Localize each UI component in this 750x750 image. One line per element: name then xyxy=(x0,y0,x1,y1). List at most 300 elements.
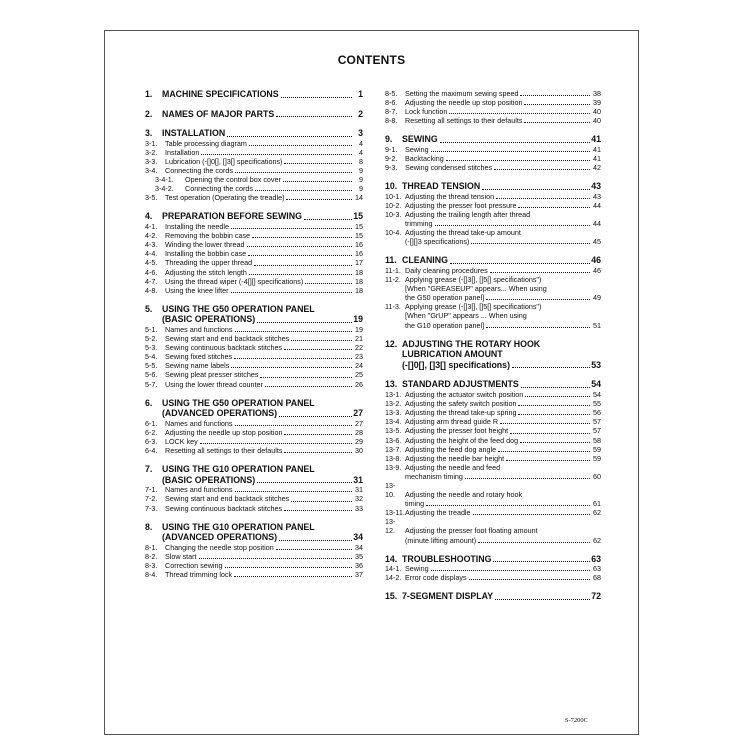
toc-entry-number: 4-7. xyxy=(145,276,158,286)
toc-page-number: 54 xyxy=(591,379,601,390)
toc-entry-title: Sewing continuous backtack stitches xyxy=(165,343,283,353)
toc-page-number: 28 xyxy=(355,427,363,437)
dot-leader xyxy=(284,452,352,453)
toc-page-number: 22 xyxy=(355,343,363,353)
toc-entry xyxy=(145,166,363,175)
dot-leader xyxy=(231,367,352,368)
toc-entry-title: CLEANING xyxy=(402,255,448,266)
toc-entry-number: 6-2. xyxy=(145,427,158,437)
toc-page-number: 44 xyxy=(593,200,601,210)
toc-entry-number: 9-3. xyxy=(385,163,398,173)
dot-leader xyxy=(471,243,590,244)
toc-entry-title: Adjusting the actuator switch position xyxy=(405,390,524,400)
dot-leader xyxy=(200,443,352,444)
toc-entry-title: timing xyxy=(405,499,425,509)
toc-entry xyxy=(385,517,601,544)
toc-entry-title: Resetting all settings to their defaults xyxy=(405,116,523,126)
toc-entry xyxy=(145,231,363,240)
toc-entry-title: Error code displays xyxy=(405,573,467,583)
dot-leader xyxy=(284,349,352,350)
toc-entry-title: [When "GrUP" appears ... When using xyxy=(405,311,527,321)
toc-entry-title: Sewing start and end backtack stitches xyxy=(165,334,290,344)
toc-entry-number: 4-6. xyxy=(145,267,158,277)
dot-leader xyxy=(465,478,590,479)
toc-entry-title: (-[]0[], []3[] specifications) xyxy=(402,359,511,370)
dot-leader xyxy=(286,199,352,200)
toc-entry-title: Names and functions xyxy=(165,324,233,334)
dot-leader xyxy=(231,228,352,229)
toc-entry xyxy=(145,485,363,494)
toc-section xyxy=(145,522,363,543)
toc-section xyxy=(145,211,363,222)
toc-entry-number: 13-7. xyxy=(385,444,402,454)
toc-entry-number: 13-9. xyxy=(385,462,402,472)
toc-entry-number: 8-4. xyxy=(145,570,158,580)
toc-entry xyxy=(385,573,601,582)
toc-page-number: 46 xyxy=(591,255,601,266)
toc-entry-title: Names and functions xyxy=(165,485,233,495)
toc-entry-title: Lubrication (-[]0[], []3[] specifications) xyxy=(165,156,283,166)
dot-leader xyxy=(446,160,590,161)
toc-page-number: 27 xyxy=(355,418,363,428)
toc-entry-number: 13-6. xyxy=(385,435,402,445)
dot-leader xyxy=(431,570,590,571)
toc-entry-number: 4-2. xyxy=(145,231,158,241)
toc-entry-number: 8-5. xyxy=(385,89,398,98)
toc-entry-number: 3. xyxy=(145,128,153,139)
toc-entry xyxy=(385,445,601,454)
toc-page-number: 60 xyxy=(593,471,601,481)
toc-entry xyxy=(145,552,363,561)
toc-entry xyxy=(145,268,363,277)
toc-entry-title: Adjusting the needle bar height xyxy=(405,453,505,463)
toc-entry-number: 5-1. xyxy=(145,324,158,334)
toc-entry xyxy=(145,352,363,361)
toc-section xyxy=(385,134,601,145)
toc-entry-number: 10-3. xyxy=(385,210,402,220)
toc-entry-title: Adjusting the needle and rotary hook xyxy=(405,490,523,500)
toc-entry-title: Applying grease (-[]3[], []5[] specifications") xyxy=(405,302,542,312)
toc-entry xyxy=(385,508,601,517)
toc-entry-title: THREAD TENSION xyxy=(402,181,481,192)
dot-leader xyxy=(265,386,352,387)
toc-page-number: 18 xyxy=(355,267,363,277)
toc-entry-number: 14-2. xyxy=(385,573,402,583)
toc-entry-title: Adjusting the trailing length after thread xyxy=(405,210,531,220)
toc-entry-title: Adjusting the safety switch position xyxy=(405,399,517,409)
toc-entry-title: (minute lifting amount) xyxy=(405,535,477,545)
toc-page-number: 63 xyxy=(593,564,601,574)
dot-leader xyxy=(279,416,352,417)
toc-entry-number: 3-3. xyxy=(145,156,158,166)
dot-leader xyxy=(473,514,590,515)
toc-entry-number: 4-8. xyxy=(145,285,158,295)
toc-entry-title: Adjusting arm thread guide R xyxy=(405,417,499,427)
toc-entry-number: 14. xyxy=(385,553,398,564)
toc-entry-number: 11-1. xyxy=(385,266,401,275)
toc-section xyxy=(145,89,363,100)
dot-leader xyxy=(249,274,352,275)
toc-entry-number: 10. xyxy=(385,181,398,192)
dot-leader xyxy=(521,387,590,388)
toc-entry-number: 5. xyxy=(145,303,153,314)
toc-entry-number: 13-11. xyxy=(385,508,405,518)
toc-page-number: 40 xyxy=(593,107,601,117)
toc-page-number: 54 xyxy=(593,390,601,400)
toc-entry-title: Using the knee lifter xyxy=(165,285,229,295)
toc-entry xyxy=(385,417,601,426)
dot-leader xyxy=(235,172,352,173)
toc-entry xyxy=(385,481,601,508)
dot-leader xyxy=(252,237,352,238)
dot-leader xyxy=(450,263,590,264)
toc-page-number: 68 xyxy=(593,573,601,583)
toc-entry xyxy=(145,494,363,503)
dot-leader xyxy=(304,219,352,220)
dot-leader xyxy=(495,599,590,600)
toc-entry xyxy=(145,334,363,343)
toc-entry-title: (-[][]3 specifications) xyxy=(405,237,470,247)
toc-entry-title: Adjusting the thread tension xyxy=(405,191,495,201)
toc-page-number: 24 xyxy=(355,361,363,371)
dot-leader xyxy=(201,154,352,155)
toc-page-number: 38 xyxy=(593,89,601,98)
toc-entry xyxy=(385,463,601,481)
dot-leader xyxy=(493,561,590,562)
toc-entry xyxy=(145,184,363,193)
toc-entry-number: 7-2. xyxy=(145,494,158,504)
toc-entry-title: Using the lower thread counter xyxy=(165,379,263,389)
toc-page-number: 9 xyxy=(359,175,363,185)
toc-entry-number: 10-4. xyxy=(385,228,402,238)
toc-entry-number: 6-1. xyxy=(145,418,158,428)
toc-page-number: 18 xyxy=(355,276,363,286)
toc-section xyxy=(145,464,363,485)
toc-entry-number: 8-2. xyxy=(145,551,158,561)
toc-entry-title: Sewing continuous backtack stitches xyxy=(165,503,283,513)
toc-entry-number: 3-4. xyxy=(145,166,158,176)
toc-entry xyxy=(385,275,601,302)
toc-left-column xyxy=(145,89,363,579)
toc-entry-title: USING THE G50 OPERATION PANEL xyxy=(162,303,315,314)
toc-entry-title: (BASIC OPERATIONS) xyxy=(162,474,256,485)
toc-entry-number: 6-3. xyxy=(145,437,158,446)
toc-page-number: 34 xyxy=(355,542,363,552)
toc-page-number: 9 xyxy=(359,166,363,176)
dot-leader xyxy=(520,442,590,443)
dot-leader xyxy=(512,367,590,368)
toc-entry-number: 8-8. xyxy=(385,116,398,126)
toc-entry-number: 14-1. xyxy=(385,564,402,574)
toc-page-number: 14 xyxy=(355,193,363,203)
toc-page-number: 37 xyxy=(355,570,363,580)
toc-page-number: 2 xyxy=(358,108,363,119)
toc-entry xyxy=(385,210,601,228)
toc-entry-number: 5-5. xyxy=(145,361,158,371)
dot-leader xyxy=(199,558,352,559)
toc-entry-title: Applying grease (-[]3[], []5[] specifications") xyxy=(405,275,542,285)
toc-entry xyxy=(385,408,601,417)
dot-leader xyxy=(518,414,590,415)
toc-entry-title: STANDARD ADJUSTMENTS xyxy=(402,379,519,390)
dot-leader xyxy=(276,549,352,550)
toc-entry-number: 8. xyxy=(145,521,153,532)
dot-leader xyxy=(496,198,590,199)
toc-entry-number: 2. xyxy=(145,108,153,119)
toc-entry-title: Adjusting the needle up stop position xyxy=(165,427,283,437)
dot-leader xyxy=(490,272,590,273)
toc-entry-number: 7. xyxy=(145,464,153,475)
toc-entry-number: 4. xyxy=(145,211,153,222)
toc-entry xyxy=(385,89,601,98)
toc-entry xyxy=(145,419,363,428)
toc-entry-number: 5-6. xyxy=(145,370,158,380)
toc-page-number: 41 xyxy=(593,154,601,164)
toc-page-number: 17 xyxy=(355,258,363,268)
toc-entry-title: 7-SEGMENT DISPLAY xyxy=(402,591,494,602)
toc-entry-title: Names and functions xyxy=(165,418,233,428)
toc-entry-title: Installing the bobbin case xyxy=(165,249,247,259)
toc-page-number: 23 xyxy=(355,352,363,362)
dot-leader xyxy=(520,95,590,96)
toc-page-number: 9 xyxy=(359,184,363,194)
toc-page-number: 42 xyxy=(593,163,601,173)
toc-entry xyxy=(145,240,363,249)
toc-entry-title: Test operation (Operating the treadle) xyxy=(165,193,285,203)
toc-page-number: 58 xyxy=(593,435,601,445)
toc-section xyxy=(385,339,601,371)
toc-entry-number: 13-8. xyxy=(385,453,402,463)
toc-entry-title: MACHINE SPECIFICATIONS xyxy=(162,89,279,99)
dot-leader xyxy=(469,579,590,580)
dot-leader xyxy=(524,122,590,123)
toc-page-number: 4 xyxy=(359,147,363,157)
toc-page-number: 57 xyxy=(593,417,601,427)
toc-section xyxy=(385,379,601,390)
toc-entry-title: LUBRICATION AMOUNT xyxy=(402,349,503,360)
toc-entry-title: (BASIC OPERATIONS) xyxy=(162,314,256,325)
toc-entry-title: Slow start xyxy=(165,551,197,561)
toc-entry xyxy=(145,343,363,352)
toc-entry-number: 9-1. xyxy=(385,144,398,154)
toc-entry-title: Sewing xyxy=(405,564,429,574)
toc-entry xyxy=(145,175,363,184)
toc-entry xyxy=(145,249,363,258)
dot-leader xyxy=(247,246,352,247)
toc-entry xyxy=(145,561,363,570)
toc-page-number: 19 xyxy=(355,324,363,334)
toc-entry-number: 5-2. xyxy=(145,334,158,344)
toc-entry xyxy=(145,193,363,202)
toc-page-number: 18 xyxy=(355,285,363,295)
toc-entry xyxy=(145,570,363,579)
toc-page-number: 15 xyxy=(353,211,363,222)
toc-entry-title: [When "GREASEUP" appears... When using xyxy=(405,284,547,294)
toc-page-number: 55 xyxy=(593,399,601,409)
toc-entry xyxy=(385,302,601,329)
toc-entry-number: 8-1. xyxy=(145,542,158,552)
toc-page-number: 39 xyxy=(593,98,601,108)
toc-entry xyxy=(145,370,363,379)
toc-entry xyxy=(385,564,601,573)
dot-leader xyxy=(255,190,352,191)
toc-section xyxy=(145,398,363,419)
toc-page-number: 61 xyxy=(593,499,601,509)
toc-entry-title: PREPARATION BEFORE SEWING xyxy=(162,211,302,222)
toc-entry-number: 10-2. xyxy=(385,200,402,210)
toc-entry-number: 6-4. xyxy=(145,446,158,456)
toc-section xyxy=(385,255,601,266)
toc-entry-title: Adjusting the feed dog angle xyxy=(405,444,497,454)
dot-leader xyxy=(234,358,352,359)
dot-leader xyxy=(486,327,590,328)
dot-leader xyxy=(500,423,590,424)
toc-page-number: 8 xyxy=(359,156,363,166)
toc-entry-number: 13. xyxy=(385,379,398,390)
toc-entry-title: Sewing condensed stitches xyxy=(405,163,493,173)
toc-entry-title: TROUBLESHOOTING xyxy=(402,553,492,564)
dot-leader xyxy=(225,567,352,568)
toc-entry-title: Opening the control box cover xyxy=(185,175,281,185)
toc-entry-title: Adjusting the thread take-up amount xyxy=(405,228,521,238)
toc-page-number: 51 xyxy=(593,320,601,330)
toc-entry-title: Changing the needle stop position xyxy=(165,542,274,552)
toc-entry-title: Lock function xyxy=(405,107,448,117)
toc-entry xyxy=(145,258,363,267)
toc-page-number: 43 xyxy=(593,191,601,201)
toc-page-number: 41 xyxy=(593,144,601,154)
toc-entry-number: 1. xyxy=(145,89,153,99)
dot-leader xyxy=(525,396,590,397)
toc-entry-title: Daily cleaning procedures xyxy=(405,266,488,275)
toc-entry-title: the G10 operation panel] xyxy=(405,320,485,330)
toc-entry xyxy=(385,163,601,172)
toc-entry xyxy=(145,446,363,455)
toc-entry-title: Adjusting the needle and feed xyxy=(405,462,501,472)
toc-entry xyxy=(145,157,363,166)
toc-entry-number: 3-2. xyxy=(145,147,158,157)
dot-leader xyxy=(235,491,352,492)
toc-section xyxy=(145,128,363,139)
dot-leader xyxy=(257,482,352,483)
toc-entry xyxy=(385,116,601,125)
dot-leader xyxy=(506,460,590,461)
toc-entry-title: Adjusting the presser foot floating amount xyxy=(405,526,538,536)
toc-entry-title: Adjusting the presser foot pressure xyxy=(405,200,517,210)
toc-section xyxy=(145,109,363,120)
toc-entry xyxy=(145,277,363,286)
toc-entry-title: Backtacking xyxy=(405,154,444,164)
toc-entry-title: Installation xyxy=(165,147,200,157)
toc-entry-title: Adjusting the stitch length xyxy=(165,267,247,277)
toc-entry xyxy=(385,228,601,246)
toc-entry-number: 3-5. xyxy=(145,193,158,203)
toc-entry-title: Installing the needle xyxy=(165,222,229,232)
toc-page-number: 3 xyxy=(358,128,363,139)
page-title: CONTENTS xyxy=(337,53,406,67)
dot-leader xyxy=(276,116,352,117)
toc-page-number: 57 xyxy=(593,426,601,436)
toc-entry-title: Threading the upper thread xyxy=(165,258,253,268)
toc-entry-title: Adjusting the needle up stop position xyxy=(405,98,523,108)
toc-page-number: 59 xyxy=(593,444,601,454)
toc-entry-title: (ADVANCED OPERATIONS) xyxy=(162,408,278,419)
toc-page-number: 33 xyxy=(355,503,363,513)
toc-entry-number: 3-4-2. xyxy=(155,184,174,194)
toc-entry-number: 11. xyxy=(385,255,397,266)
toc-entry xyxy=(385,107,601,116)
toc-page-number: 15 xyxy=(355,222,363,232)
toc-entry xyxy=(145,286,363,295)
toc-entry-number: 8-3. xyxy=(145,561,158,571)
toc-entry-title: trimming xyxy=(405,219,433,229)
toc-section xyxy=(385,554,601,565)
dot-leader xyxy=(248,255,352,256)
toc-entry-number: 5-7. xyxy=(145,379,158,389)
dot-leader xyxy=(227,136,352,137)
toc-entry-title: Using the thread wiper (-4[][] specifications) xyxy=(165,276,304,286)
toc-entry-number: 9-2. xyxy=(385,154,398,164)
manual-page xyxy=(104,30,639,735)
toc-entry-title: Thread trimming lock xyxy=(165,570,233,580)
dot-leader xyxy=(235,425,352,426)
toc-section xyxy=(385,181,601,192)
dot-leader xyxy=(435,225,590,226)
toc-entry xyxy=(385,201,601,210)
toc-entry-number: 13-10. xyxy=(385,480,396,500)
toc-entry xyxy=(385,192,601,201)
dot-leader xyxy=(249,145,352,146)
dot-leader xyxy=(234,576,352,577)
toc-entry-title: Sewing fixed stitches xyxy=(165,352,233,362)
toc-entry-title: INSTALLATION xyxy=(162,128,226,139)
toc-entry xyxy=(145,543,363,552)
toc-entry-number: 13-12. xyxy=(385,517,396,536)
dot-leader xyxy=(518,405,590,406)
toc-entry-number: 7-1. xyxy=(145,485,158,495)
toc-entry-number: 7-3. xyxy=(145,503,158,513)
toc-page-number: 15 xyxy=(355,231,363,241)
toc-entry-title: ADJUSTING THE ROTARY HOOK xyxy=(402,338,541,349)
toc-page-number: 62 xyxy=(593,535,601,545)
dot-leader xyxy=(231,292,352,293)
dot-leader xyxy=(498,451,590,452)
toc-entry-title: Resetting all settings to their defaults xyxy=(165,446,283,456)
dot-leader xyxy=(257,322,352,323)
toc-entry-number: 8-7. xyxy=(385,107,398,117)
toc-entry xyxy=(385,454,601,463)
dot-leader xyxy=(284,434,352,435)
toc-page-number: 1 xyxy=(358,89,363,99)
toc-entry-number: 5-4. xyxy=(145,352,158,362)
toc-entry-title: Adjusting the treadle xyxy=(405,508,471,518)
toc-entry-title: Table processing diagram xyxy=(165,138,247,148)
toc-entry xyxy=(145,222,363,231)
toc-entry-title: Setting the maximum sewing speed xyxy=(405,89,519,98)
dot-leader xyxy=(482,189,590,190)
dot-leader xyxy=(305,283,352,284)
toc-entry xyxy=(145,437,363,446)
toc-page-number: 31 xyxy=(355,485,363,495)
dot-leader xyxy=(510,433,590,434)
toc-entry-number: 13-1. xyxy=(385,390,402,400)
toc-entry-number: 6. xyxy=(145,397,153,408)
toc-page-number: 30 xyxy=(355,446,363,456)
dot-leader xyxy=(291,501,352,502)
toc-entry-number: 13-2. xyxy=(385,399,402,409)
toc-page-number: 21 xyxy=(355,334,363,344)
toc-entry-number: 4-5. xyxy=(145,258,158,268)
